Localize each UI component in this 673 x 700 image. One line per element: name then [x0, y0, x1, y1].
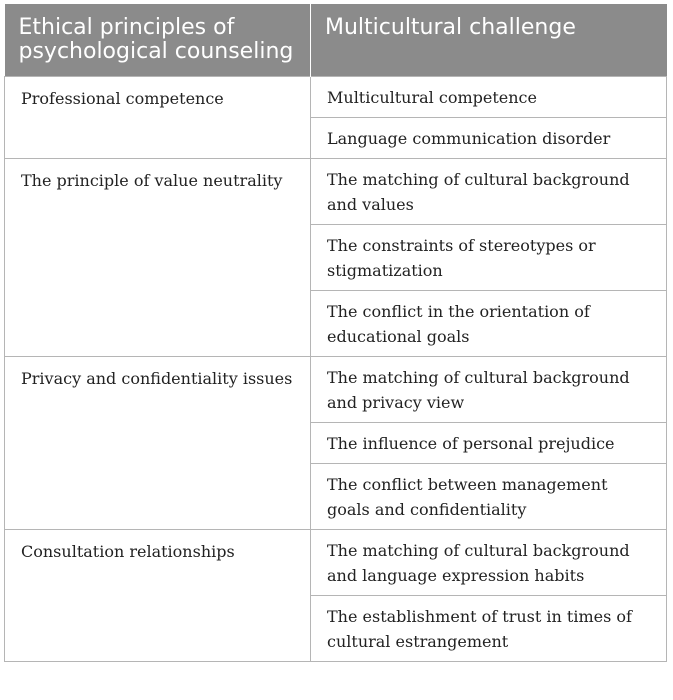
challenge-cell: The establishment of trust in times of cultural estrangement — [311, 595, 667, 661]
principle-cell: Privacy and confidentiality issues — [5, 356, 311, 529]
challenge-cell: Language communication disorder — [311, 117, 667, 158]
principle-cell: The principle of value neutrality — [5, 158, 311, 356]
table-row — [5, 356, 667, 422]
principle-cell: Consultation relationships — [5, 529, 311, 661]
challenge-cell: The conflict in the orientation of educational goals — [311, 290, 667, 356]
table-header — [5, 4, 667, 76]
table-row — [5, 158, 667, 224]
principle-cell: Professional competence — [5, 76, 311, 158]
challenge-cell: The matching of cultural background and language expression habits — [311, 529, 667, 595]
challenge-cell: Multicultural competence — [311, 76, 667, 117]
challenge-cell: The influence of personal prejudice — [311, 422, 667, 463]
challenge-cell: The conflict between management goals and confidentiality — [311, 463, 667, 529]
header-row — [5, 4, 667, 76]
header-ethical-principles: Ethical principles of psychological counseling — [5, 4, 311, 76]
ethics-challenges-table — [4, 4, 667, 662]
challenge-cell: The matching of cultural background and privacy view — [311, 356, 667, 422]
table-row — [5, 529, 667, 595]
challenge-cell: The constraints of stereotypes or stigmatization — [311, 224, 667, 290]
table-body — [5, 76, 667, 661]
table-row — [5, 76, 667, 117]
challenge-cell: The matching of cultural background and values — [311, 158, 667, 224]
header-multicultural-challenge: Multicultural challenge — [311, 4, 667, 76]
